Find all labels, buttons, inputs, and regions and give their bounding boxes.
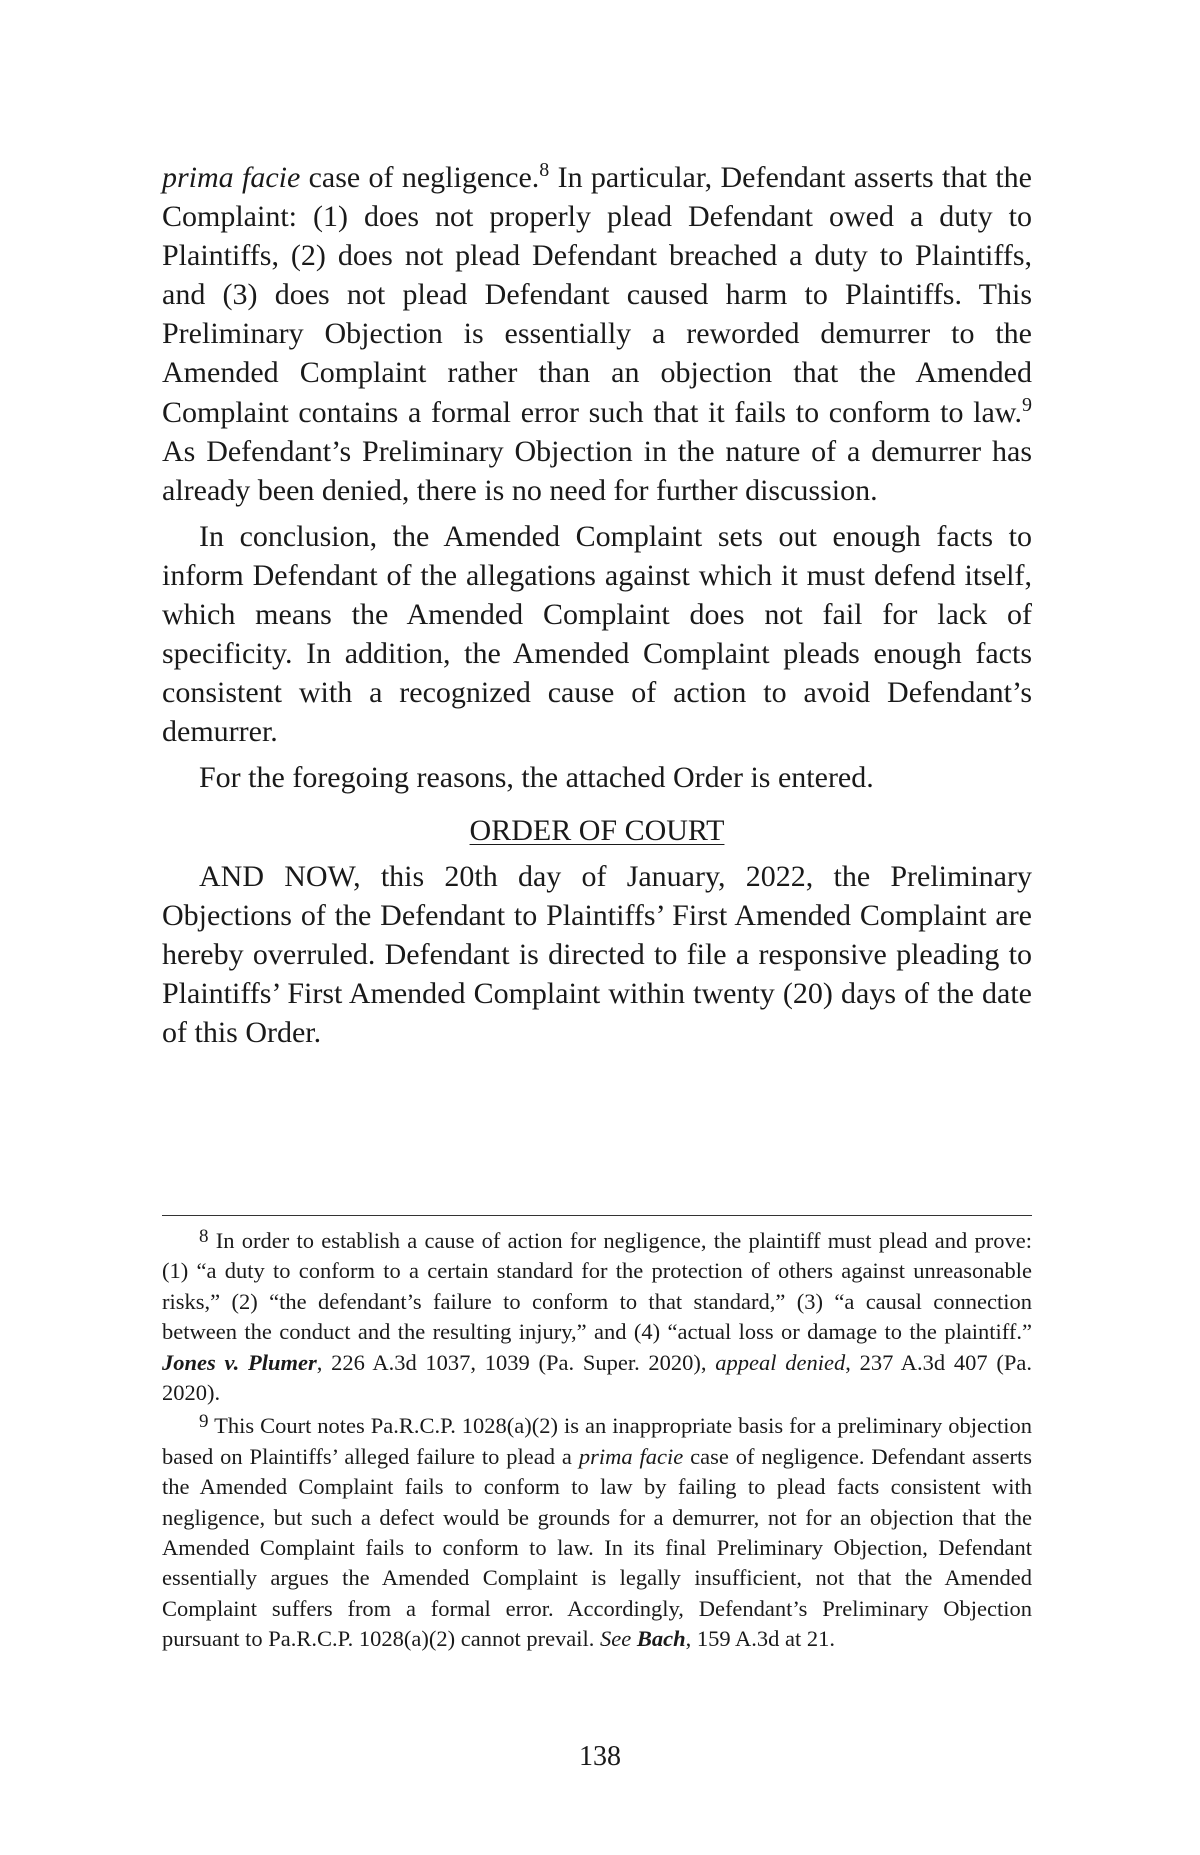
paragraph-order: AND NOW, this 20th day of January, 2022, the Preliminary Objections of the Defendant to Plaintiffs’ First Amended Complaint are hereby overruled. Defendant is directed to file a responsive pleading to Plaintiffs’ First Amended Complaint within twenty (20) days of the date of this Order. bbox=[162, 859, 1032, 1049]
footnote-divider bbox=[162, 1215, 1032, 1216]
main-text bbox=[162, 158, 1032, 1052]
footnotes bbox=[162, 1226, 1032, 1655]
footnote-ref-9: 9 bbox=[1022, 393, 1032, 416]
footnote-ref-8: 8 bbox=[539, 159, 550, 181]
page-number: 138 bbox=[579, 1741, 621, 1772]
footnote-9: $^9$ This Court notes Pa.R.C.P. 1028(a)(2) is an inappropriate basis for a preliminary objection based on Plaintiffs’ alleged failure to plead a prima facie case of negligence. Defendant asserts the Amended Complaint fails to conform to law by failing to plead facts consistent with negligence, but such a defect would be grounds for a demurrer, not for an objection that the Amended Complaint fails to conform to law. In its final Preliminary Objection, Defendant essentially argues the Amended Complaint is legally insufficient, not that the Amended Complaint suffers from a formal error. Accordingly, Defendant’s Preliminary Objection pursuant to Pa.R.C.P. 1028(a)(2) cannot prevail. See Bach, 159 A.3d at 21. bbox=[162, 1411, 1033, 1652]
order-heading: ORDER OF COURT bbox=[469, 813, 725, 847]
footnote-8: $^8$ In order to establish a cause of action for negligence, the plaintiff must plead and prove: (1) “a duty to conform to a certain standard for the protection of others against unreasonable risks,” (2) “the defendant’s failure to conform to that standard,” (3) “a causal connection between the conduct and the resulting injury,” and (4) “actual loss or damage to the plaintiff.” Jones v. Plumer, 226 A.3d 1037, 1039 (Pa. Super. 2020), appeal denied, 237 A.3d 407 (Pa. 2020). bbox=[162, 1226, 1032, 1406]
paragraph-conclusion: In conclusion, the Amended Complaint sets out enough facts to inform Defendant of the allegations against which it must defend itself, which means the Amended Complaint does not fail for lack of specificity. In addition, the Amended Complaint pleads enough facts consistent with a recognized cause of action to avoid Defendant’s demurrer. bbox=[162, 519, 1032, 749]
paragraph-negligence: prima facie case of negligence.$^8$ In particular, Defendant asserts that the Complaint: (1) does not properly plead Defendant owed a duty to Plaintiffs, (2) does not plead Defendant breached a duty to Plaintiffs, and (3) does not plead Defendant caused harm to Plaintiffs. This Preliminary Objection is essentially a reworded demurrer to the Amended Complaint rather than an objection that the Amended Complaint contains a formal error such that it fails to conform to law.$^9$ As Defendant’s Preliminary Objection in the nature of a demurrer has already been denied, there is no need for further discussion. bbox=[162, 159, 1032, 507]
paragraph-foregoing: For the foregoing reasons, the attached Order is entered. bbox=[199, 761, 874, 795]
